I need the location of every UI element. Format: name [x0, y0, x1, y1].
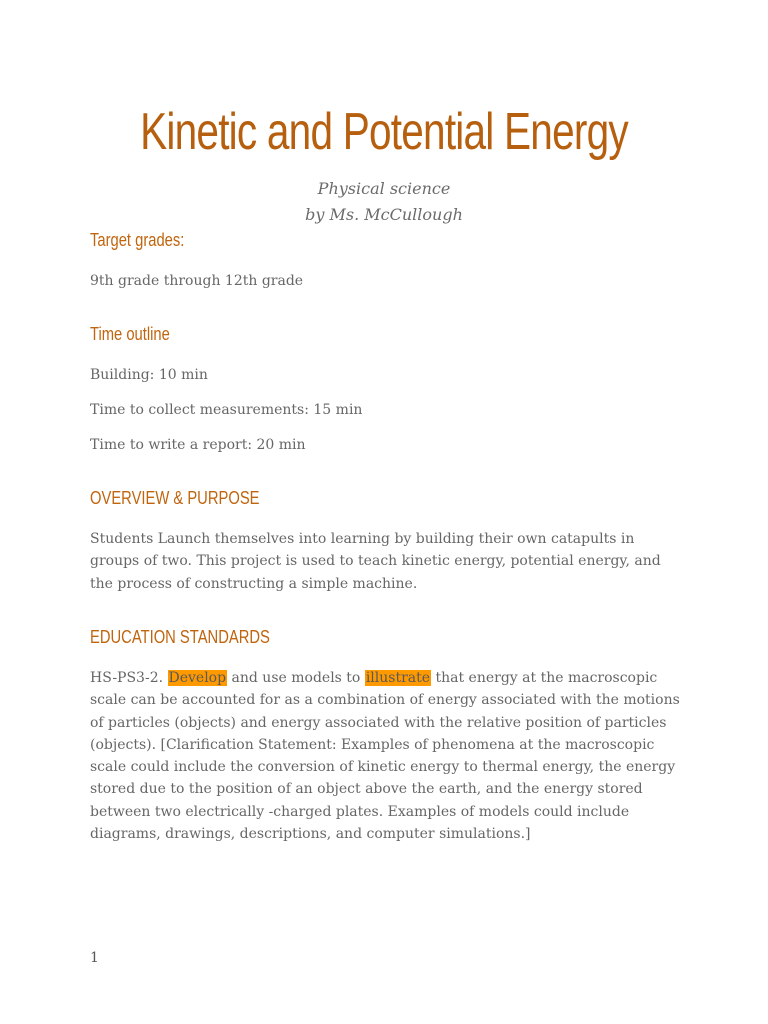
- overview-text: Students Launch themselves into learning by building their own catapults in groups of two. This project is used to teach kinetic energy, potential energy, and the process of constructing a simple machine.: [90, 531, 661, 592]
- page-title: Kinetic and Potential Energy: [140, 103, 628, 161]
- highlight-illustrate: illustrate: [365, 670, 431, 686]
- heading-time-outline: Time outline: [90, 324, 170, 344]
- standard-code: HS-PS3-2.: [90, 670, 168, 686]
- page-number: 1: [90, 950, 99, 966]
- subtitle-subject: Physical science: [317, 179, 451, 198]
- standards-text: [90, 667, 680, 845]
- target-grades-text: 9th grade through 12th grade: [90, 273, 304, 289]
- heading-education-standards: EDUCATION STANDARDS: [90, 627, 270, 647]
- time-outline-item: Time to write a report: 20 min: [90, 437, 306, 453]
- standard-text-rest: that energy at the macroscopic scale can be accounted for as a combination of energy associated with the motions of particles (objects) and energy associated with the relative position of particles (objects). [Clarification Statement: Examples of phenomena at the macroscopic scale could include the conversion of kinetic energy to thermal energy, the energy stored due to the position of an object above the earth, and the energy stored between two electrically -charged plates. Examples of models could include diagrams, drawings, descriptions, and computer simulations.]: [90, 670, 680, 843]
- time-outline-item: Building: 10 min: [90, 367, 208, 383]
- standard-text-mid: and use models to: [227, 670, 365, 686]
- subtitle-author: by Ms. McCullough: [305, 205, 463, 224]
- heading-target-grades: Target grades:: [90, 230, 185, 250]
- time-outline-item: Time to collect measurements: 15 min: [90, 402, 363, 418]
- heading-overview: OVERVIEW & PURPOSE: [90, 488, 260, 508]
- highlight-develop: Develop: [168, 670, 227, 686]
